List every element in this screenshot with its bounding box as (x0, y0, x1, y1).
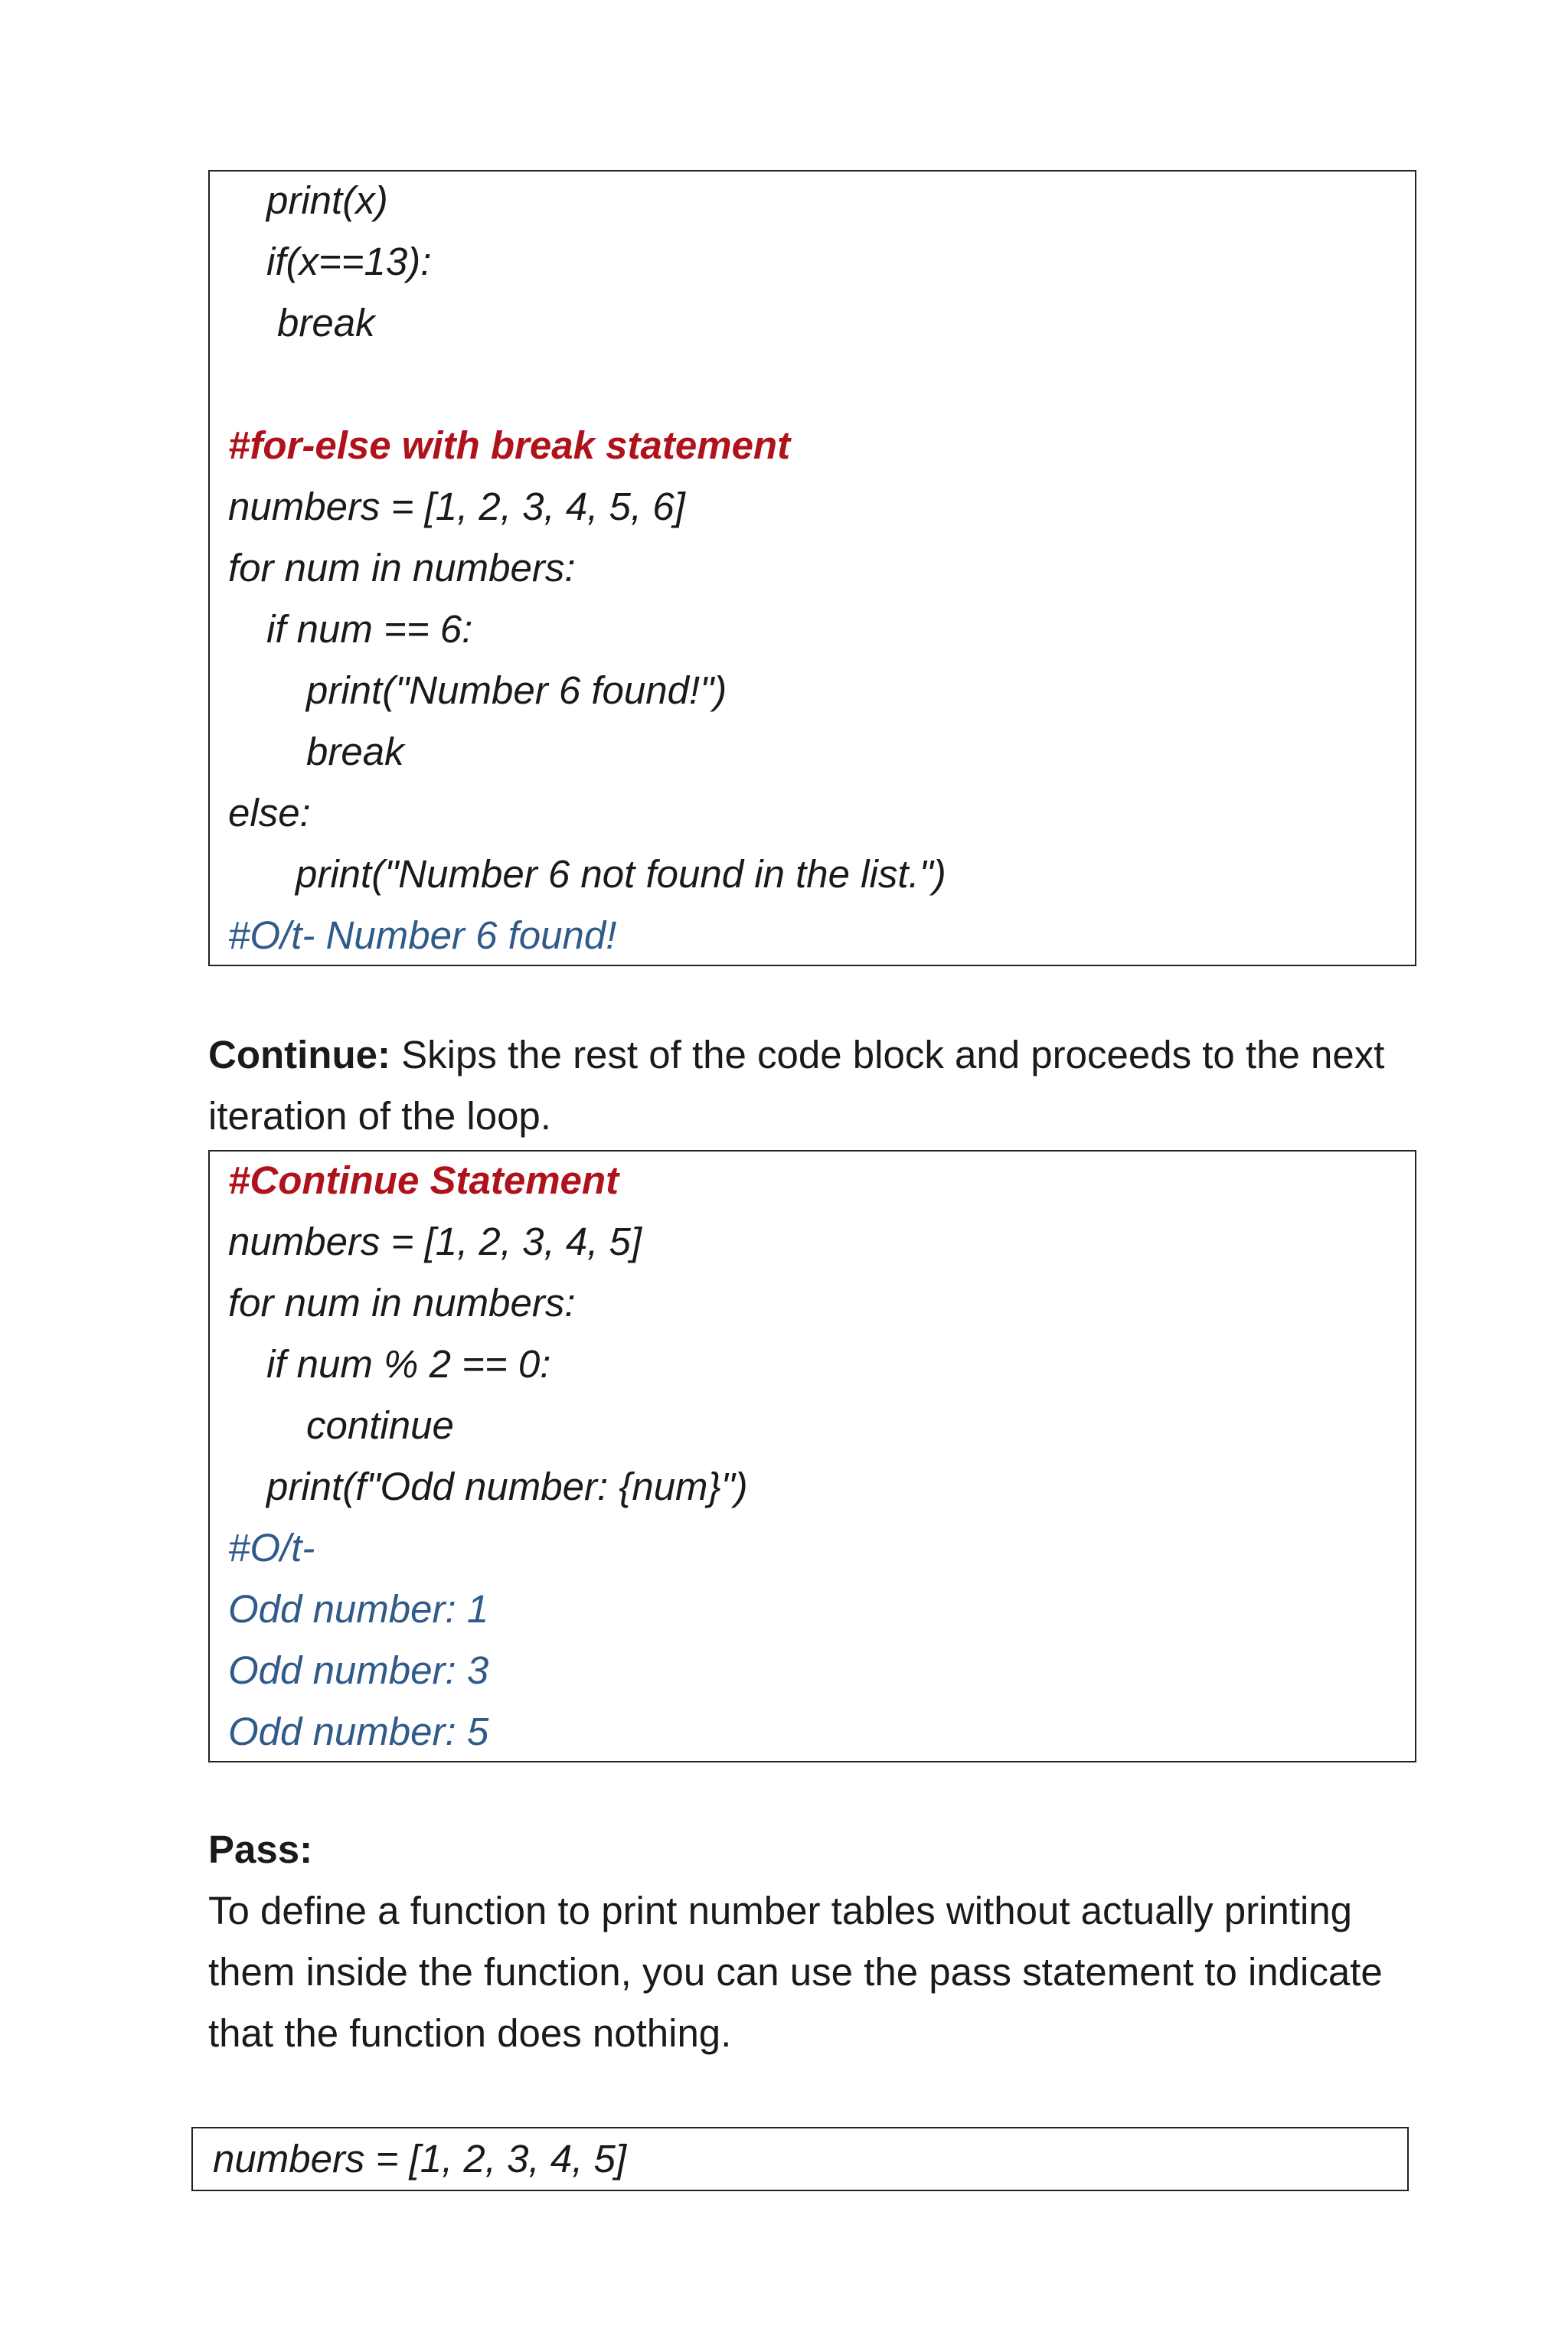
code-line: for num in numbers: (228, 1281, 576, 1325)
code-line: print("Number 6 found!") (306, 668, 727, 712)
code-line: continue (306, 1403, 454, 1447)
code-line: if num % 2 == 0: (266, 1342, 551, 1386)
continue-label: Continue: (208, 1033, 390, 1076)
code-line: print(f"Odd number: {num}") (266, 1465, 748, 1508)
code-line: else: (228, 791, 311, 835)
code-block-pass (191, 2127, 1409, 2191)
continue-text: Skips the rest of the code block and proceeds to the next iteration of the loop. (208, 1033, 1385, 1138)
code-comment: #Continue Statement (228, 1158, 619, 1202)
code-line: if num == 6: (266, 607, 473, 651)
code-block-continue (208, 1150, 1416, 1762)
code-line: numbers = [1, 2, 3, 4, 5, 6] (228, 485, 685, 528)
code-output: Odd number: 3 (228, 1648, 489, 1692)
code-line: break (277, 301, 375, 345)
code-line: numbers = [1, 2, 3, 4, 5] (213, 2137, 627, 2180)
pass-heading: Pass: (208, 1828, 313, 1871)
code-line: break (306, 730, 404, 773)
code-line: for num in numbers: (228, 546, 576, 590)
code-line: if(x==13): (266, 240, 432, 283)
code-output: #O/t- (228, 1526, 315, 1570)
code-block-for-else (208, 170, 1416, 966)
code-line: print("Number 6 not found in the list.") (296, 852, 946, 896)
code-output: Odd number: 1 (228, 1587, 489, 1631)
code-output: Odd number: 5 (228, 1710, 489, 1753)
continue-description (208, 1024, 1418, 1147)
code-line: numbers = [1, 2, 3, 4, 5] (228, 1220, 642, 1263)
pass-description: To define a function to print number tables without actually printing them inside the function, you can use the pass statement to indicate that the function does nothing. (208, 1889, 1383, 2055)
code-comment: #for-else with break statement (228, 423, 791, 467)
code-line: print(x) (266, 178, 388, 222)
code-output: #O/t- Number 6 found! (228, 913, 617, 957)
